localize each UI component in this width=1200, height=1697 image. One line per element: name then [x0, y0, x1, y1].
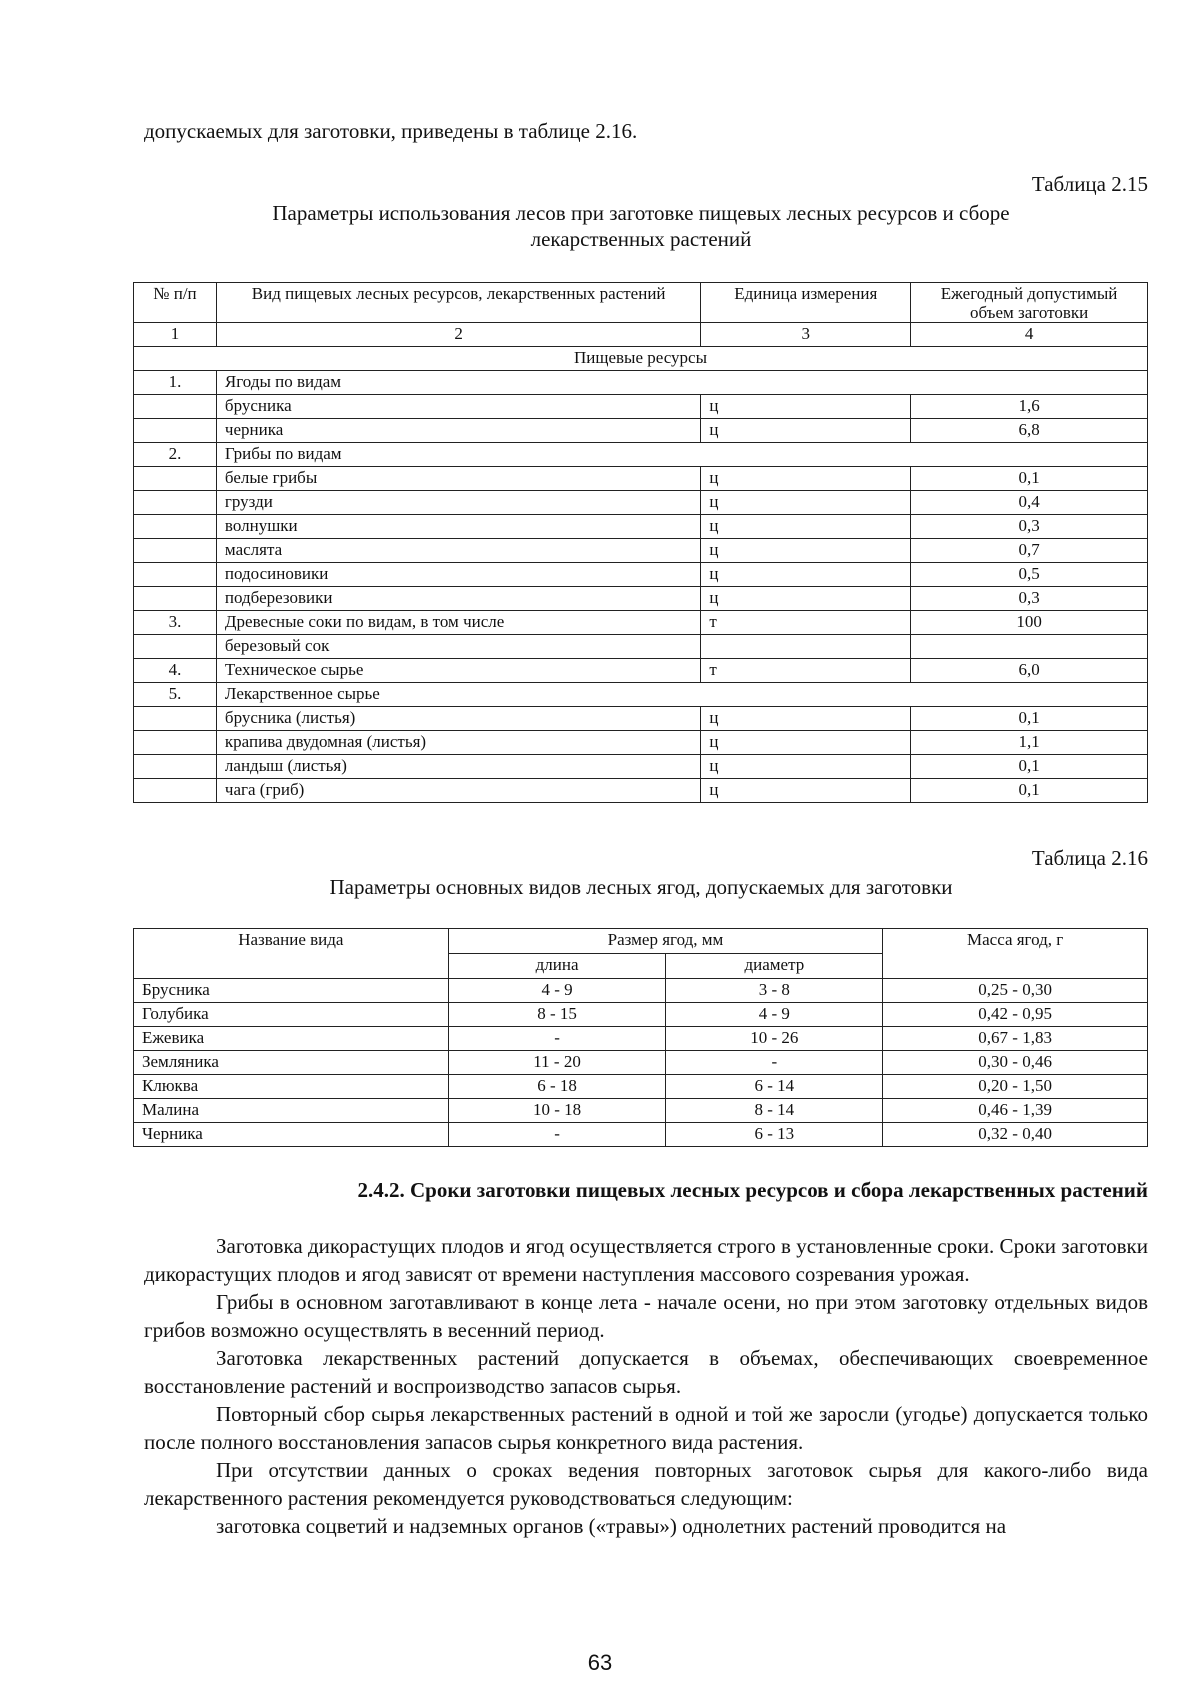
row-number — [134, 539, 217, 563]
row-name: ландыш (листья) — [216, 755, 700, 779]
row-name: березовый сок — [216, 635, 700, 659]
berry-length: 8 - 15 — [448, 1003, 666, 1027]
section-heading: 2.4.2. Сроки заготовки пищевых лесных ресурсов и сбора лекарственных растений — [357, 1178, 1148, 1202]
row-unit: ц — [701, 467, 911, 491]
row-number — [134, 419, 217, 443]
row-name: подосиновики — [216, 563, 700, 587]
table-2-15-title-line2: лекарственных растений — [530, 227, 752, 251]
berry-mass: 0,32 - 0,40 — [883, 1123, 1148, 1147]
table-2-16-title: Параметры основных видов лесных ягод, допускаемых для заготовки — [329, 875, 953, 899]
row-unit: ц — [701, 755, 911, 779]
row-unit: ц — [701, 731, 911, 755]
row-name: брусника (листья) — [216, 707, 700, 731]
berry-diameter: 4 - 9 — [666, 1003, 883, 1027]
table-row — [134, 635, 1148, 659]
berry-length: - — [448, 1123, 666, 1147]
table-header-row — [134, 283, 1148, 323]
column-number: 3 — [701, 323, 911, 347]
column-number: 4 — [911, 323, 1148, 347]
row-name: брусника — [216, 395, 700, 419]
berry-diameter: 6 - 14 — [666, 1075, 883, 1099]
berry-mass: 0,25 - 0,30 — [883, 979, 1148, 1003]
row-unit: ц — [701, 491, 911, 515]
table-row — [134, 707, 1148, 731]
table-2-15-title — [134, 200, 1148, 252]
table-row — [134, 443, 1148, 467]
table-row — [134, 683, 1148, 707]
berry-diameter: - — [666, 1051, 883, 1075]
row-number — [134, 563, 217, 587]
row-name: крапива двудомная (листья) — [216, 731, 700, 755]
berry-mass: 0,42 - 0,95 — [883, 1003, 1148, 1027]
row-name: Техническое сырье — [216, 659, 700, 683]
column-header: длина — [448, 954, 666, 979]
table-row — [134, 1099, 1148, 1123]
row-number — [134, 755, 217, 779]
intro-line: допускаемых для заготовки, приведены в таблице 2.16. — [144, 119, 638, 143]
column-header: Вид пищевых лесных ресурсов, лекарственных растений — [216, 283, 700, 323]
row-name: Древесные соки по видам, в том числе — [216, 611, 700, 635]
row-unit: ц — [701, 395, 911, 419]
berry-name: Черника — [134, 1123, 449, 1147]
column-header: Ежегодный допустимый объем заготовки — [911, 283, 1148, 323]
row-unit: ц — [701, 779, 911, 803]
row-name: чага (гриб) — [216, 779, 700, 803]
table-row — [134, 779, 1148, 803]
table-row — [134, 1003, 1148, 1027]
row-volume: 0,3 — [911, 515, 1148, 539]
row-number — [134, 467, 217, 491]
row-number — [134, 395, 217, 419]
row-unit — [701, 635, 911, 659]
row-volume: 0,1 — [911, 755, 1148, 779]
row-name: черника — [216, 419, 700, 443]
row-volume: 0,3 — [911, 587, 1148, 611]
row-volume: 6,0 — [911, 659, 1148, 683]
berry-diameter: 3 - 8 — [666, 979, 883, 1003]
row-number — [134, 515, 217, 539]
table-row — [134, 467, 1148, 491]
column-header: диаметр — [666, 954, 883, 979]
row-name: волнушки — [216, 515, 700, 539]
column-number: 1 — [134, 323, 217, 347]
row-number: 2. — [134, 443, 217, 467]
row-volume: 0,4 — [911, 491, 1148, 515]
column-header: № п/п — [134, 283, 217, 323]
row-number — [134, 731, 217, 755]
berry-length: 10 - 18 — [448, 1099, 666, 1123]
table-row — [134, 731, 1148, 755]
paragraph: При отсутствии данных о сроках ведения повторных заготовок сырья для какого-либо вида лекарственного растения рекомендуется руководствоваться следующим: — [144, 1458, 1148, 1510]
row-number: 5. — [134, 683, 217, 707]
section-label: Пищевые ресурсы — [134, 347, 1148, 371]
row-number — [134, 635, 217, 659]
column-number-row — [134, 323, 1148, 347]
row-unit: ц — [701, 419, 911, 443]
paragraph: Повторный сбор сырья лекарственных растений в одной и той же заросли (угодье) допускается только после полного восстановления запасов сырья конкретного вида растения. — [144, 1402, 1148, 1454]
row-unit: ц — [701, 587, 911, 611]
column-number: 2 — [216, 323, 700, 347]
table-2-15-title-line1: Параметры использования лесов при заготовке пищевых лесных ресурсов и сборе — [272, 201, 1010, 225]
table-row — [134, 419, 1148, 443]
row-number — [134, 707, 217, 731]
table-row — [134, 587, 1148, 611]
table-2-15 — [133, 282, 1148, 803]
table-row — [134, 1075, 1148, 1099]
row-volume — [911, 635, 1148, 659]
berry-mass: 0,30 - 0,46 — [883, 1051, 1148, 1075]
row-number: 4. — [134, 659, 217, 683]
berry-diameter: 10 - 26 — [666, 1027, 883, 1051]
table-row — [134, 1027, 1148, 1051]
column-header: Единица измерения — [701, 283, 911, 323]
row-volume: 0,5 — [911, 563, 1148, 587]
row-volume: 0,1 — [911, 467, 1148, 491]
paragraph: Заготовка лекарственных растений допускается в объемах, обеспечивающих своевременное восстановление растений и воспроизводство запасов сырья. — [144, 1346, 1148, 1398]
table-row — [134, 755, 1148, 779]
berry-mass: 0,20 - 1,50 — [883, 1075, 1148, 1099]
row-name: Грибы по видам — [216, 443, 1147, 467]
table-row — [134, 371, 1148, 395]
berry-mass: 0,67 - 1,83 — [883, 1027, 1148, 1051]
berry-name: Брусника — [134, 979, 449, 1003]
berry-length: - — [448, 1027, 666, 1051]
section-row — [134, 347, 1148, 371]
berry-diameter: 6 - 13 — [666, 1123, 883, 1147]
row-name: подберезовики — [216, 587, 700, 611]
table-row — [134, 515, 1148, 539]
column-header: Масса ягод, г — [883, 929, 1148, 979]
row-number — [134, 491, 217, 515]
row-name: Ягоды по видам — [216, 371, 1147, 395]
table-header-row — [134, 929, 1148, 954]
row-name: Лекарственное сырье — [216, 683, 1147, 707]
column-header: Название вида — [134, 929, 449, 979]
row-number — [134, 779, 217, 803]
row-unit: т — [701, 659, 911, 683]
row-volume: 100 — [911, 611, 1148, 635]
berry-length: 6 - 18 — [448, 1075, 666, 1099]
table-row — [134, 563, 1148, 587]
table-row — [134, 1051, 1148, 1075]
row-unit: ц — [701, 707, 911, 731]
berry-name: Ежевика — [134, 1027, 449, 1051]
berry-name: Голубика — [134, 1003, 449, 1027]
table-row — [134, 1123, 1148, 1147]
row-volume: 0,7 — [911, 539, 1148, 563]
table-row — [134, 611, 1148, 635]
row-unit: ц — [701, 515, 911, 539]
row-volume: 6,8 — [911, 419, 1148, 443]
row-volume: 1,1 — [911, 731, 1148, 755]
table-row — [134, 395, 1148, 419]
row-volume: 1,6 — [911, 395, 1148, 419]
row-number: 1. — [134, 371, 217, 395]
table-2-16 — [133, 928, 1148, 1147]
table-2-16-label: Таблица 2.16 — [1031, 846, 1148, 870]
table-row — [134, 539, 1148, 563]
paragraph: заготовка соцветий и надземных органов («травы») однолетних растений проводится на — [216, 1514, 1007, 1538]
row-unit: ц — [701, 563, 911, 587]
berry-name: Земляника — [134, 1051, 449, 1075]
table-row — [134, 659, 1148, 683]
berry-length: 4 - 9 — [448, 979, 666, 1003]
berry-name: Клюква — [134, 1075, 449, 1099]
table-row — [134, 491, 1148, 515]
row-name: маслята — [216, 539, 700, 563]
row-unit: т — [701, 611, 911, 635]
row-unit: ц — [701, 539, 911, 563]
paragraph: Грибы в основном заготавливают в конце лета - начале осени, но при этом заготовку отдельных видов грибов возможно осуществлять в весенний период. — [144, 1290, 1148, 1342]
berry-length: 11 - 20 — [448, 1051, 666, 1075]
row-volume: 0,1 — [911, 707, 1148, 731]
table-2-15-label: Таблица 2.15 — [1031, 172, 1148, 196]
page-number: 63 — [587, 1650, 613, 1675]
body-text — [144, 1232, 1148, 1540]
row-name: белые грибы — [216, 467, 700, 491]
paragraph: Заготовка дикорастущих плодов и ягод осуществляется строго в установленные сроки. Сроки заготовки дикорастущих плодов и ягод зависят от времени наступления массового созревания урожая. — [144, 1234, 1148, 1286]
row-number: 3. — [134, 611, 217, 635]
column-header: Размер ягод, мм — [448, 929, 883, 954]
berry-name: Малина — [134, 1099, 449, 1123]
table-row — [134, 979, 1148, 1003]
berry-mass: 0,46 - 1,39 — [883, 1099, 1148, 1123]
row-number — [134, 587, 217, 611]
row-volume: 0,1 — [911, 779, 1148, 803]
row-name: грузди — [216, 491, 700, 515]
berry-diameter: 8 - 14 — [666, 1099, 883, 1123]
